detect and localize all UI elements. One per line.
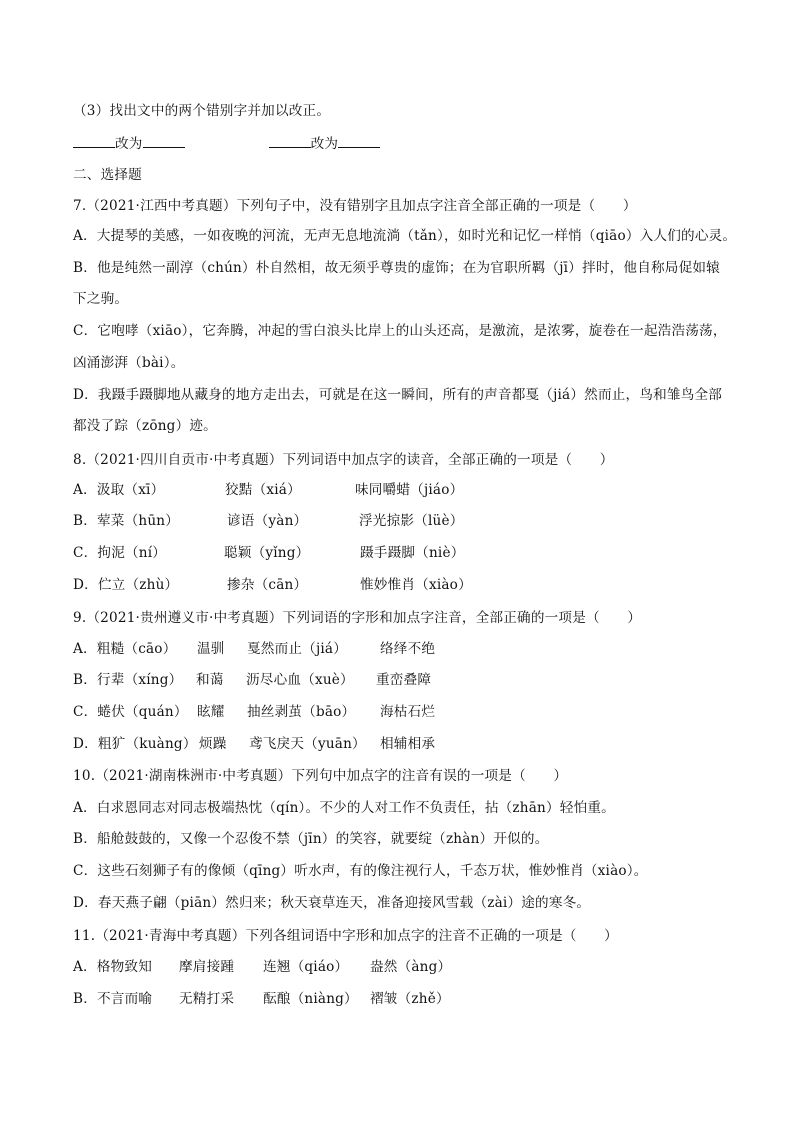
word-2: 摩肩接踵 — [179, 959, 235, 975]
q7-option-c[interactable]: C．它咆哮（xiāo），它奔腾，冲起的雪白浪头比岸上的山头还高，是激流，是浓雾，旋卷在一起浩浩荡荡， — [73, 323, 727, 339]
q11-stem: 11.（2021·青海中考真题）下列各组词语中字形和加点字的注音不正确的一项是（ ） — [73, 928, 618, 944]
answer-blank[interactable] — [143, 133, 185, 148]
q3-answer-row — [73, 133, 380, 154]
word-4: 相辅相承 — [380, 736, 436, 752]
word-3: 连翘（qiáo） — [263, 959, 349, 975]
word-3: 蹑手蹑脚（niè） — [360, 545, 465, 561]
q7-option-d-cont: 都没了踪（zōng）迹。 — [73, 418, 217, 434]
word-2: 烦躁 — [199, 736, 227, 752]
word-2: 掺杂（cān） — [227, 577, 308, 593]
word-2: 无精打采 — [179, 991, 235, 1007]
q10-stem: 10.（2021·湖南株洲市·中考真题）下列句中加点字的注音有误的一项是（ ） — [73, 768, 568, 784]
word-2: 和蔼 — [196, 672, 224, 688]
word-1: C．拘泥（ní） — [73, 545, 167, 561]
word-1: A．汲取（xī） — [73, 482, 165, 498]
fix-word: 改为 — [115, 136, 143, 152]
word-3: 鸢飞戾天（yuān） — [249, 736, 366, 752]
word-4: 褶皱（zhě） — [370, 991, 450, 1007]
word-1: A．粗糙（cāo） — [73, 641, 177, 657]
word-3: 酝酿（niàng） — [263, 991, 358, 1007]
word-1: D．粗犷（kuàng） — [73, 736, 197, 752]
word-2: 狡黠（xiá） — [225, 482, 301, 498]
word-1: B．行辈（xíng） — [73, 672, 183, 688]
q7-option-a[interactable]: A．大提琴的美感，一如夜晚的河流，无声无息地流淌（tǎn），如时光和记忆一样悄（qiāo）入人们的心灵。 — [73, 228, 737, 244]
section-title: 二、选择题 — [73, 167, 142, 183]
word-1: B．荤菜（hūn） — [73, 513, 180, 529]
q7-option-b[interactable]: B．他是纯然一副淳（chún）朴自然相，故无须乎尊贵的虚饰；在为官职所羁（jī）拌时，他自称局促如辕 — [73, 260, 720, 276]
q10-option-a[interactable]: A．白求恩同志对同志极端热忱（qín）。不少的人对工作不负责任，拈（zhān）轻怕重。 — [73, 800, 615, 816]
word-2: 眩耀 — [197, 704, 225, 720]
word-1: D．伫立（zhù） — [73, 577, 179, 593]
word-3: 浮光掠影（lüè） — [359, 513, 464, 529]
q10-option-b[interactable]: B．船舱鼓鼓的，又像一个忍俊不禁（jīn）的笑容，就要绽（zhàn）开似的。 — [73, 831, 549, 847]
word-4: 盎然（àng） — [370, 959, 452, 975]
word-4: 重峦叠障 — [376, 672, 432, 688]
answer-blank[interactable] — [269, 133, 311, 148]
q10-option-c[interactable]: C．这些石刻狮子有的像倾（qīng）听水声，有的像注视行人，千态万状，惟妙惟肖（xiào）。 — [73, 863, 648, 879]
word-1: C．蜷伏（quán） — [73, 704, 188, 720]
fix-word: 改为 — [310, 136, 339, 152]
word-3: 戛然而止（jiá） — [247, 641, 348, 657]
answer-blank[interactable] — [338, 133, 380, 148]
q8-stem: 8.（2021·四川自贡市·中考真题）下列词语中加点字的读音，全部正确的一项是（ ） — [73, 452, 614, 468]
word-2: 谚语（yàn） — [227, 513, 308, 529]
word-3: 惟妙惟肖（xiào） — [360, 577, 472, 593]
q7-option-d[interactable]: D．我蹑手蹑脚地从藏身的地方走出去，可就是在这一瞬间，所有的声音都戛（jiá）然而止，鸟和雏鸟全部 — [73, 387, 723, 403]
q7-option-c-cont: 凶涌澎湃（bài）。 — [73, 355, 185, 371]
word-3: 味同嚼蜡（jiáo） — [355, 482, 464, 498]
word-2: 聪颖（yǐng） — [224, 545, 310, 561]
q7-stem: 7.（2021·江西中考真题）下列句子中，没有错别字且加点字注音全部正确的一项是（ ） — [73, 198, 637, 214]
word-1: B．不言而喻 — [73, 991, 153, 1007]
word-4: 海枯石烂 — [380, 704, 436, 720]
word-4: 络绎不绝 — [380, 641, 436, 657]
answer-blank[interactable] — [73, 133, 115, 148]
word-2: 温驯 — [197, 641, 225, 657]
word-1: A．格物致知 — [73, 959, 152, 975]
q7-option-b-cont: 下之驹。 — [73, 291, 129, 307]
q9-stem: 9.（2021·贵州遵义市·中考真题）下列词语的字形和加点字注音，全部正确的一项是（ ） — [73, 610, 642, 626]
word-3: 抽丝剥茧（bāo） — [247, 704, 356, 720]
q10-option-d[interactable]: D．春天燕子翩（piān）然归来；秋天衰草连天，准备迎接风雪载（zài）途的寒冬。 — [73, 895, 591, 911]
word-3: 沥尽心血（xuè） — [246, 672, 354, 688]
q3-prompt: （3）找出文中的两个错别字并加以改正。 — [73, 103, 331, 119]
